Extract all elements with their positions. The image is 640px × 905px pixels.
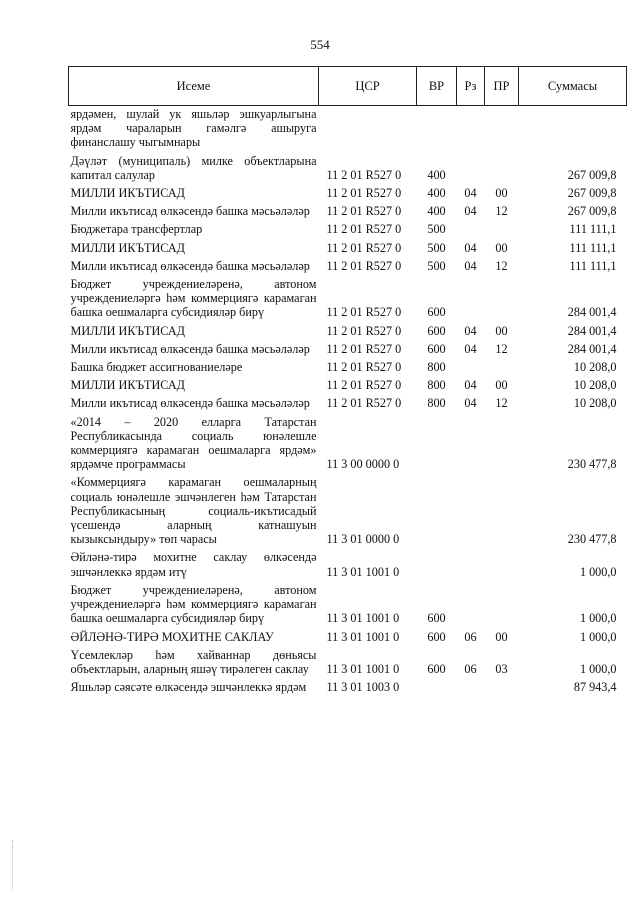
table-row (69, 153, 627, 185)
row-pr (485, 276, 519, 323)
row-sum: 267 009,8 (567, 186, 617, 201)
row-pr: 00 (495, 378, 508, 393)
row-name: Дәүләт (муниципаль) милке объектларына капитал салулар (70, 153, 317, 182)
header-vr: ВР (417, 67, 457, 106)
table-row (69, 106, 627, 153)
row-csr: 11 2 01 R527 0 (326, 186, 402, 201)
row-vr: 800 (427, 360, 446, 375)
row-csr: 11 2 01 R527 0 (326, 240, 402, 255)
row-pr: 12 (495, 396, 508, 411)
row-rz: 04 (464, 186, 477, 201)
row-pr: 00 (495, 186, 508, 201)
row-name: Башка бюджет ассигнованиеләре (70, 360, 243, 375)
row-csr: 11 2 01 R527 0 (326, 341, 402, 356)
row-csr: 11 3 01 1001 0 (326, 661, 400, 676)
row-rz (457, 276, 485, 323)
header-csr: ЦСР (319, 67, 417, 106)
table-header (69, 67, 627, 106)
row-pr (485, 582, 519, 629)
row-csr: 11 2 01 R527 0 (326, 258, 402, 273)
row-name: Милли икътисад өлкәсендә башка мәсьәләләр (70, 396, 310, 411)
row-pr (485, 474, 519, 549)
row-rz: 04 (464, 323, 477, 338)
row-sum: 111 111,1 (569, 258, 617, 273)
table-body (69, 106, 627, 698)
row-name: МИЛЛИ ИКЪТИСАД (70, 323, 185, 338)
row-sum: 1 000,0 (579, 564, 617, 579)
row-sum: 1 000,0 (579, 611, 617, 626)
row-vr: 600 (427, 341, 446, 356)
row-name: Бюджет учреждениеләренә, автоном учреждениеләргә һәм коммерциягә карамаган башка оешмаларга субсидияләр бирү (70, 582, 317, 626)
table-row (69, 629, 627, 647)
row-csr: 11 2 01 R527 0 (326, 360, 402, 375)
row-rz (457, 153, 485, 185)
row-name: МИЛЛИ ИКЪТИСАД (70, 186, 185, 201)
row-rz (457, 474, 485, 549)
table-row (69, 240, 627, 258)
row-pr (485, 359, 519, 377)
header-sum: Суммасы (519, 67, 627, 106)
table-row (69, 323, 627, 341)
table-row (69, 258, 627, 276)
table-row (69, 341, 627, 359)
row-sum: 10 208,0 (573, 396, 617, 411)
row-vr: 400 (427, 167, 446, 182)
row-vr (417, 679, 457, 697)
row-rz: 04 (464, 378, 477, 393)
row-name: Әйләнә-тирә мохитне саклау өлкәсендә эшчәнлеккә ярдәм итү (70, 550, 317, 579)
row-vr: 600 (427, 611, 446, 626)
row-sum: 284 001,4 (567, 305, 617, 320)
row-pr: 12 (495, 341, 508, 356)
row-rz: 04 (464, 240, 477, 255)
table-row (69, 395, 627, 413)
row-name: Милли икътисад өлкәсендә башка мәсьәләләр (70, 341, 310, 356)
table-row (69, 377, 627, 395)
row-name: ярдәмен, шулай ук яшьләр эшкуарлыгына ярдәм чараларын гамәлгә ашыруга финанслашу чыгымнары (70, 107, 317, 150)
row-sum: 10 208,0 (573, 378, 617, 393)
row-pr (485, 106, 519, 153)
row-csr: 11 3 01 1003 0 (326, 680, 400, 695)
row-vr: 500 (427, 222, 446, 237)
row-sum: 230 477,8 (567, 457, 617, 472)
margin-marks (12, 840, 15, 890)
row-rz (457, 359, 485, 377)
row-csr: 11 2 01 R527 0 (326, 167, 402, 182)
table-row (69, 474, 627, 549)
row-sum: 1 000,0 (579, 661, 617, 676)
row-sum: 284 001,4 (567, 323, 617, 338)
row-pr: 12 (495, 258, 508, 273)
row-sum (519, 106, 627, 153)
row-pr (485, 221, 519, 239)
table-row (69, 359, 627, 377)
row-rz: 04 (464, 396, 477, 411)
row-csr: 11 3 01 0000 0 (326, 532, 400, 547)
row-csr: 11 2 01 R527 0 (326, 305, 402, 320)
row-sum: 87 943,4 (573, 680, 617, 695)
row-vr: 800 (427, 396, 446, 411)
row-sum: 267 009,8 (567, 204, 617, 219)
row-vr: 600 (427, 305, 446, 320)
row-name: Бюджетара трансфертлар (70, 222, 203, 237)
row-csr: 11 2 01 R527 0 (326, 323, 402, 338)
row-pr: 00 (495, 323, 508, 338)
table-row (69, 549, 627, 581)
row-sum: 10 208,0 (573, 360, 617, 375)
row-vr (417, 414, 457, 475)
row-name: «Коммерциягә карамаган оешмаларның социаль юнәлешле эшчәнлеген һәм Татарстан Республикасының социаль-икътисадый үсешендә аларның катнашуын кызыксындыру» төп чарасы (70, 475, 317, 547)
row-csr: 11 3 01 1001 0 (326, 629, 400, 644)
row-rz: 04 (464, 258, 477, 273)
row-csr: 11 2 01 R527 0 (326, 396, 402, 411)
row-vr: 500 (427, 258, 446, 273)
row-name: ӘЙЛӘНӘ-ТИРӘ МОХИТНЕ САКЛАУ (70, 629, 274, 644)
row-pr: 00 (495, 629, 508, 644)
row-pr: 03 (495, 661, 508, 676)
row-pr: 12 (495, 204, 508, 219)
page-number: 554 (310, 37, 330, 52)
table-row (69, 414, 627, 475)
row-rz (457, 106, 485, 153)
budget-table (68, 66, 627, 697)
header-pr: ПР (485, 67, 519, 106)
row-rz (457, 221, 485, 239)
table-row (69, 647, 627, 679)
row-rz: 06 (464, 629, 477, 644)
row-vr: 800 (427, 378, 446, 393)
row-name: Үсемлекләр һәм хайваннар дөньясы объектларын, аларның яшәү тирәлеген саклау (70, 647, 317, 676)
row-rz (457, 679, 485, 697)
row-name: Яшьләр сәясәте өлкәсендә эшчәнлеккә ярдәм (70, 680, 307, 695)
row-sum: 267 009,8 (567, 167, 617, 182)
row-csr (319, 106, 417, 153)
row-vr: 500 (427, 240, 446, 255)
row-pr (485, 153, 519, 185)
table-row (69, 203, 627, 221)
row-vr: 600 (427, 629, 446, 644)
row-csr: 11 2 01 R527 0 (326, 378, 402, 393)
header-rz: Рз (457, 67, 485, 106)
row-name: Милли икътисад өлкәсендә башка мәсьәләләр (70, 204, 310, 219)
row-rz: 04 (464, 204, 477, 219)
row-pr (485, 679, 519, 697)
row-name: Бюджет учреждениеләренә, автоном учреждениеләргә һәм коммерциягә карамаган башка оешмаларга субсидияләр бирү (70, 277, 317, 320)
row-sum: 230 477,8 (567, 532, 617, 547)
row-sum: 284 001,4 (567, 341, 617, 356)
row-name: МИЛЛИ ИКЪТИСАД (70, 378, 185, 393)
row-csr: 11 2 01 R527 0 (326, 204, 402, 219)
table-row (69, 582, 627, 629)
row-vr (417, 106, 457, 153)
row-pr (485, 549, 519, 581)
row-sum: 111 111,1 (569, 240, 617, 255)
row-sum: 111 111,1 (569, 222, 617, 237)
row-rz (457, 582, 485, 629)
row-rz: 04 (464, 341, 477, 356)
row-pr (485, 414, 519, 475)
row-vr: 400 (427, 204, 446, 219)
row-csr: 11 3 01 1001 0 (326, 564, 400, 579)
row-vr: 400 (427, 186, 446, 201)
row-sum: 1 000,0 (579, 629, 617, 644)
table-row (69, 276, 627, 323)
row-csr: 11 2 01 R527 0 (326, 222, 402, 237)
table-row (69, 221, 627, 239)
row-rz (457, 549, 485, 581)
row-vr (417, 549, 457, 581)
table-row (69, 185, 627, 203)
row-name: МИЛЛИ ИКЪТИСАД (70, 240, 185, 255)
row-pr: 00 (495, 240, 508, 255)
row-name: «2014 – 2020 елларга Татарстан Республикасында социаль юнәлешле коммерциягә карамаган оешмаларга ярдәм» ярдәмче программасы (70, 414, 317, 472)
row-rz: 06 (464, 661, 477, 676)
header-name: Исеме (69, 67, 319, 106)
row-rz (457, 414, 485, 475)
row-vr: 600 (427, 661, 446, 676)
row-vr (417, 474, 457, 549)
row-csr: 11 3 01 1001 0 (326, 611, 400, 626)
row-name: Милли икътисад өлкәсендә башка мәсьәләләр (70, 258, 310, 273)
row-vr: 600 (427, 323, 446, 338)
row-csr: 11 3 00 0000 0 (326, 457, 400, 472)
table-row (69, 679, 627, 697)
